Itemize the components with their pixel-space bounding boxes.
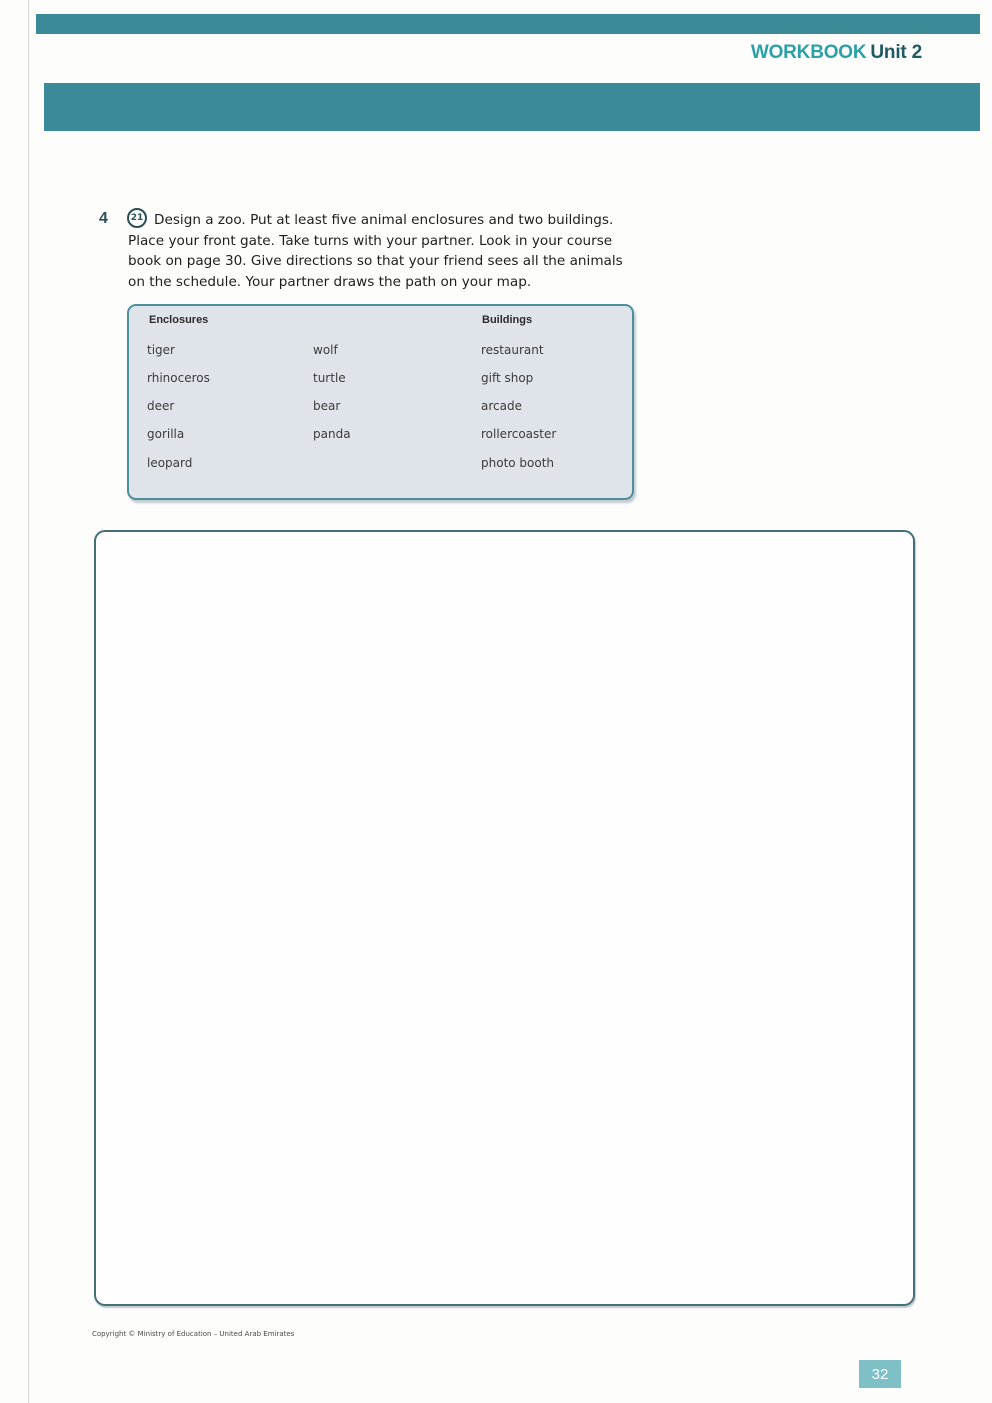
skill-21-icon-label: 21 (130, 213, 144, 223)
enclosure-item: tiger (147, 343, 175, 357)
enclosures-heading: Enclosures (149, 314, 209, 326)
workbook-label: WORKBOOK (750, 42, 867, 63)
enclosure-item: deer (147, 399, 175, 413)
top-color-band (36, 14, 980, 34)
enclosure-item: panda (313, 427, 351, 441)
header-color-band (44, 83, 980, 131)
building-item: arcade (481, 399, 522, 413)
buildings-heading: Buildings (482, 314, 533, 326)
building-item: rollercoaster (481, 427, 557, 441)
word-box (127, 304, 634, 500)
building-item: restaurant (481, 343, 544, 357)
enclosure-item: turtle (313, 371, 346, 385)
unit-label: Unit 2 (870, 42, 922, 63)
exercise-number: 4 (99, 210, 108, 227)
page-edge-line (28, 0, 29, 1403)
page-header (751, 42, 922, 64)
copyright-notice: Copyright © Ministry of Education – United Arab Emirates (92, 1330, 295, 1338)
building-item: photo booth (481, 456, 555, 470)
enclosure-item: leopard (147, 456, 193, 470)
enclosure-item: bear (313, 399, 341, 413)
enclosure-item: wolf (313, 343, 338, 357)
page-number: 32 (859, 1360, 901, 1388)
zoo-map-drawing-area[interactable] (94, 530, 915, 1306)
exercise-instructions: Design a zoo. Put at least five animal enclosures and two buildings. Place your front gate. Take turns with your partner. Look in your course book on page 30. Give directions so that your friend sees all the animals on the schedule. Your partner draws the path on your map. (128, 212, 623, 290)
building-item: gift shop (481, 371, 534, 385)
enclosure-item: gorilla (147, 427, 185, 441)
enclosure-item: rhinoceros (147, 371, 210, 385)
